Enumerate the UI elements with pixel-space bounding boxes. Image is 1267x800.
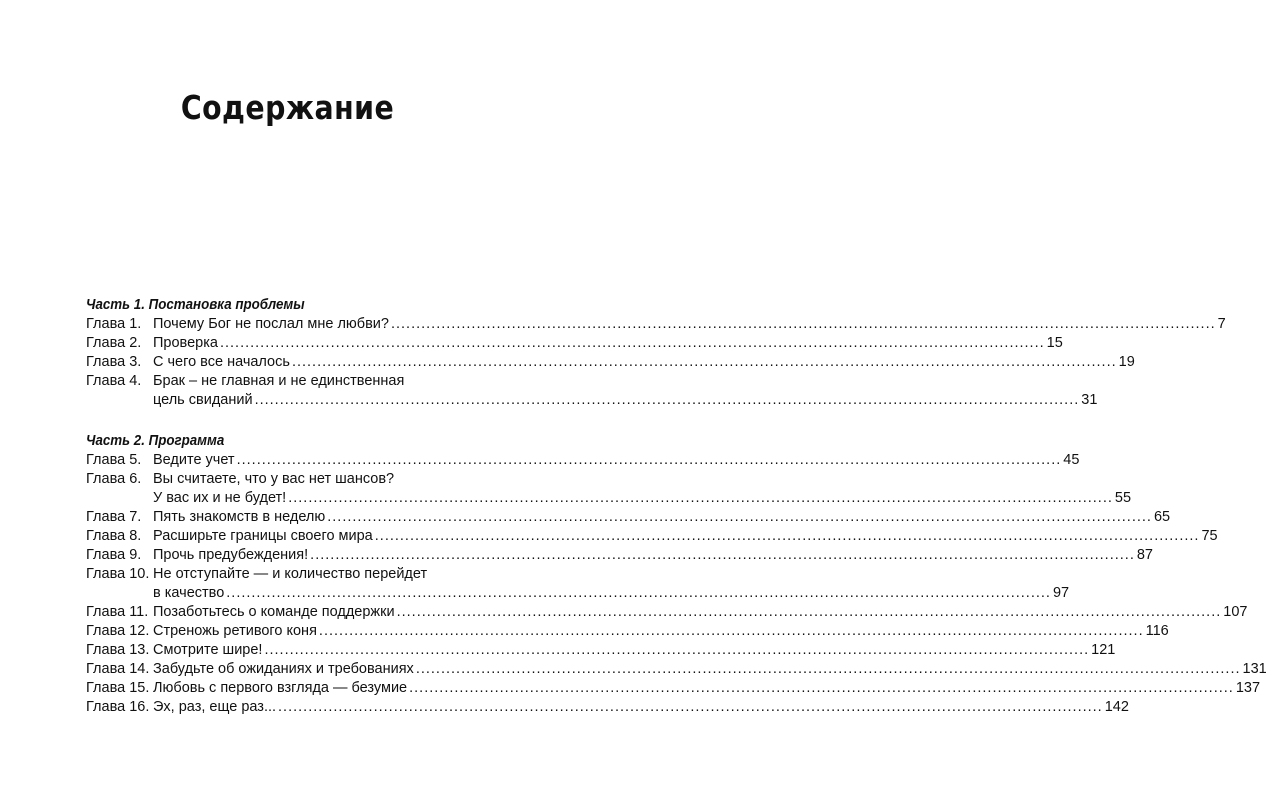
dot-leader xyxy=(391,315,1216,334)
page-number: 31 xyxy=(1081,392,1098,408)
toc-entry[interactable] xyxy=(86,660,1267,679)
dot-leader xyxy=(319,622,1144,641)
toc-entry[interactable] xyxy=(86,315,1226,334)
dot-leader xyxy=(288,489,1113,508)
page-number: 75 xyxy=(1201,528,1218,544)
chapter-number: Глава 16. xyxy=(86,699,150,715)
toc-entry[interactable] xyxy=(86,470,1132,508)
page-number: 131 xyxy=(1242,661,1267,677)
toc-entry[interactable] xyxy=(86,622,1169,641)
page-number: 107 xyxy=(1223,604,1248,620)
part-heading: Часть 1. Постановка проблемы xyxy=(86,297,305,313)
part-heading: Часть 2. Программа xyxy=(86,433,225,449)
chapter-title: Расширьте границы своего мира xyxy=(153,528,373,544)
dot-leader xyxy=(397,603,1222,622)
chapter-number: Глава 6. xyxy=(86,471,142,487)
chapter-title: Ведите учет xyxy=(153,452,235,468)
page-number: 137 xyxy=(1235,680,1261,696)
chapter-title: Стреножь ретивого коня xyxy=(153,623,317,639)
chapter-title: Почему Бог не послал мне любви? xyxy=(153,316,389,332)
toc-entry[interactable] xyxy=(86,334,1063,353)
toc-entry[interactable] xyxy=(86,508,1171,527)
chapter-number: Глава 10. xyxy=(86,566,150,582)
chapter-number: Глава 2. xyxy=(86,335,142,351)
page-number: 55 xyxy=(1114,490,1132,506)
page-number: 7 xyxy=(1217,316,1226,332)
dot-leader xyxy=(375,527,1200,546)
chapter-number: Глава 8. xyxy=(86,528,142,544)
page-number: 97 xyxy=(1052,585,1070,601)
chapter-title: Пять знакомств в неделю xyxy=(153,509,326,525)
chapter-number: Глава 9. xyxy=(86,547,142,563)
chapter-number: Глава 15. xyxy=(86,680,150,696)
chapter-number: Глава 14. xyxy=(86,661,150,677)
toc-entry[interactable] xyxy=(86,372,1098,410)
page-number: 45 xyxy=(1063,452,1080,468)
dot-leader xyxy=(292,353,1117,372)
toc-entry[interactable] xyxy=(86,641,1116,660)
dot-leader xyxy=(226,584,1051,603)
page-number: 87 xyxy=(1136,547,1153,563)
chapter-title: Забудьте об ожиданиях и требованиях xyxy=(153,661,414,677)
toc-part-1 xyxy=(86,296,1226,410)
chapter-number: Глава 1. xyxy=(86,316,142,332)
chapter-number: Глава 7. xyxy=(86,509,142,525)
toc-entry[interactable] xyxy=(86,603,1248,622)
chapter-title: Брак – не главная и не единственная xyxy=(153,373,405,389)
page-number: 142 xyxy=(1104,699,1129,715)
dot-leader xyxy=(416,660,1241,679)
page-number: 15 xyxy=(1046,335,1063,351)
chapter-title: Прочь предубеждения! xyxy=(153,547,309,563)
chapter-number: Глава 3. xyxy=(86,354,142,370)
dot-leader xyxy=(409,679,1234,698)
chapter-title: Эх, раз, еще раз... xyxy=(153,699,277,715)
toc-entry[interactable] xyxy=(86,451,1080,470)
chapter-number: Глава 13. xyxy=(86,642,150,658)
page-number: 65 xyxy=(1153,509,1171,525)
toc-entry[interactable] xyxy=(86,527,1218,546)
page-number: 116 xyxy=(1145,623,1169,639)
toc-entry[interactable] xyxy=(86,565,1070,603)
chapter-title: Проверка xyxy=(153,335,218,351)
page-title: Содержание xyxy=(180,88,395,127)
chapter-title-continued: цель свиданий xyxy=(153,392,253,408)
chapter-number: Глава 4. xyxy=(86,373,142,389)
page-number: 121 xyxy=(1091,642,1116,658)
toc-entry[interactable] xyxy=(86,698,1129,717)
chapter-number: Глава 12. xyxy=(86,623,150,639)
chapter-title-continued: У вас их и не будет! xyxy=(153,490,287,506)
chapter-title: Не отступайте — и количество перейдет xyxy=(153,566,428,582)
chapter-title: Смотрите шире! xyxy=(153,642,263,658)
chapter-number: Глава 11. xyxy=(86,604,149,620)
toc-entry[interactable] xyxy=(86,353,1135,372)
toc-part-2 xyxy=(86,432,1267,717)
dot-leader xyxy=(327,508,1152,527)
dot-leader xyxy=(255,391,1080,410)
chapter-number: Глава 5. xyxy=(86,452,142,468)
dot-leader xyxy=(237,451,1062,470)
dot-leader xyxy=(220,334,1045,353)
toc-entry[interactable] xyxy=(86,546,1153,565)
dot-leader xyxy=(264,641,1089,660)
page-number: 19 xyxy=(1118,354,1135,370)
chapter-title: С чего все началось xyxy=(153,354,290,370)
dot-leader xyxy=(310,546,1135,565)
toc-entry[interactable] xyxy=(86,679,1261,698)
chapter-title: Любовь с первого взгляда — безумие xyxy=(153,680,408,696)
dot-leader xyxy=(278,698,1103,717)
chapter-title: Позаботьтесь о команде поддержки xyxy=(153,604,395,620)
chapter-title: Вы считаете, что у вас нет шансов? xyxy=(153,471,395,487)
chapter-title-continued: в качество xyxy=(153,585,225,601)
